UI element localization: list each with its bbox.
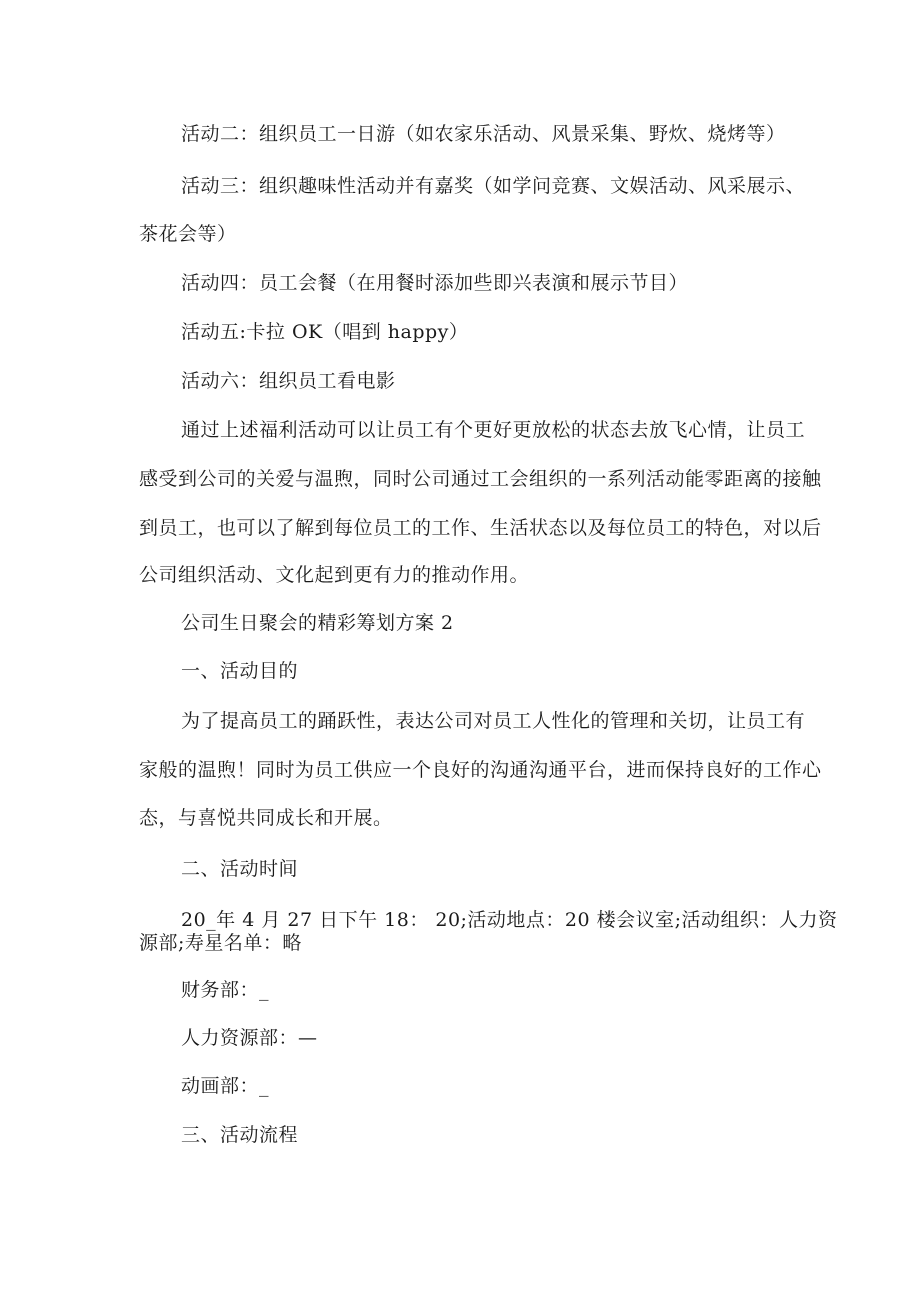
purpose-line-2: 家般的温煦！同时为员工供应一个良好的沟通沟通平台，进而保持良好的工作心 bbox=[139, 759, 822, 781]
plan-2-title: 公司生日聚会的精彩筹划方案 2 bbox=[181, 612, 454, 634]
purpose-line-1: 为了提高员工的踊跃性，表达公司对员工人性化的管理和关切，让员工有 bbox=[181, 710, 806, 732]
activity-item-4: 活动四：员工会餐（在用餐时添加些即兴表演和展示节目） bbox=[181, 272, 689, 294]
section-3-heading: 三、活动流程 bbox=[181, 1124, 299, 1146]
activity-item-2: 活动二：组织员工一日游（如农家乐活动、风景采集、野炊、烧烤等） bbox=[181, 123, 786, 145]
summary-line-4: 公司组织活动、文化起到更有力的推动作用。 bbox=[139, 564, 530, 586]
activity-item-3-line-2: 茶花会等） bbox=[139, 223, 237, 245]
activity-item-3-line-1: 活动三：组织趣味性活动并有嘉奖（如学问竞赛、文娱活动、风采展示、 bbox=[181, 175, 806, 197]
dept-hr: 人力资源部：— bbox=[181, 1027, 318, 1049]
section-2-heading: 二、活动时间 bbox=[181, 858, 299, 880]
time-line-1: 20_年 4 月 27 日下午 18： 20;活动地点：20 楼会议室;活动组织：人力资 bbox=[181, 909, 838, 931]
summary-line-2: 感受到公司的关爱与温煦，同时公司通过工会组织的一系列活动能零距离的接触 bbox=[139, 468, 822, 490]
section-1-heading: 一、活动目的 bbox=[181, 660, 299, 682]
purpose-line-3: 态，与喜悦共同成长和开展。 bbox=[139, 807, 393, 829]
activity-item-5: 活动五:卡拉 OK（唱到 happy） bbox=[181, 321, 469, 343]
summary-line-3: 到员工，也可以了解到每位员工的工作、生活状态以及每位员工的特色，对以后 bbox=[139, 517, 822, 539]
dept-animation: 动画部：_ bbox=[181, 1075, 270, 1097]
summary-line-1: 通过上述福利活动可以让员工有个更好更放松的状态去放飞心情，让员工 bbox=[181, 419, 806, 441]
activity-item-6: 活动六：组织员工看电影 bbox=[181, 370, 396, 392]
time-line-2: 源部;寿星名单：略 bbox=[139, 932, 302, 954]
dept-finance: 财务部：_ bbox=[181, 979, 270, 1001]
